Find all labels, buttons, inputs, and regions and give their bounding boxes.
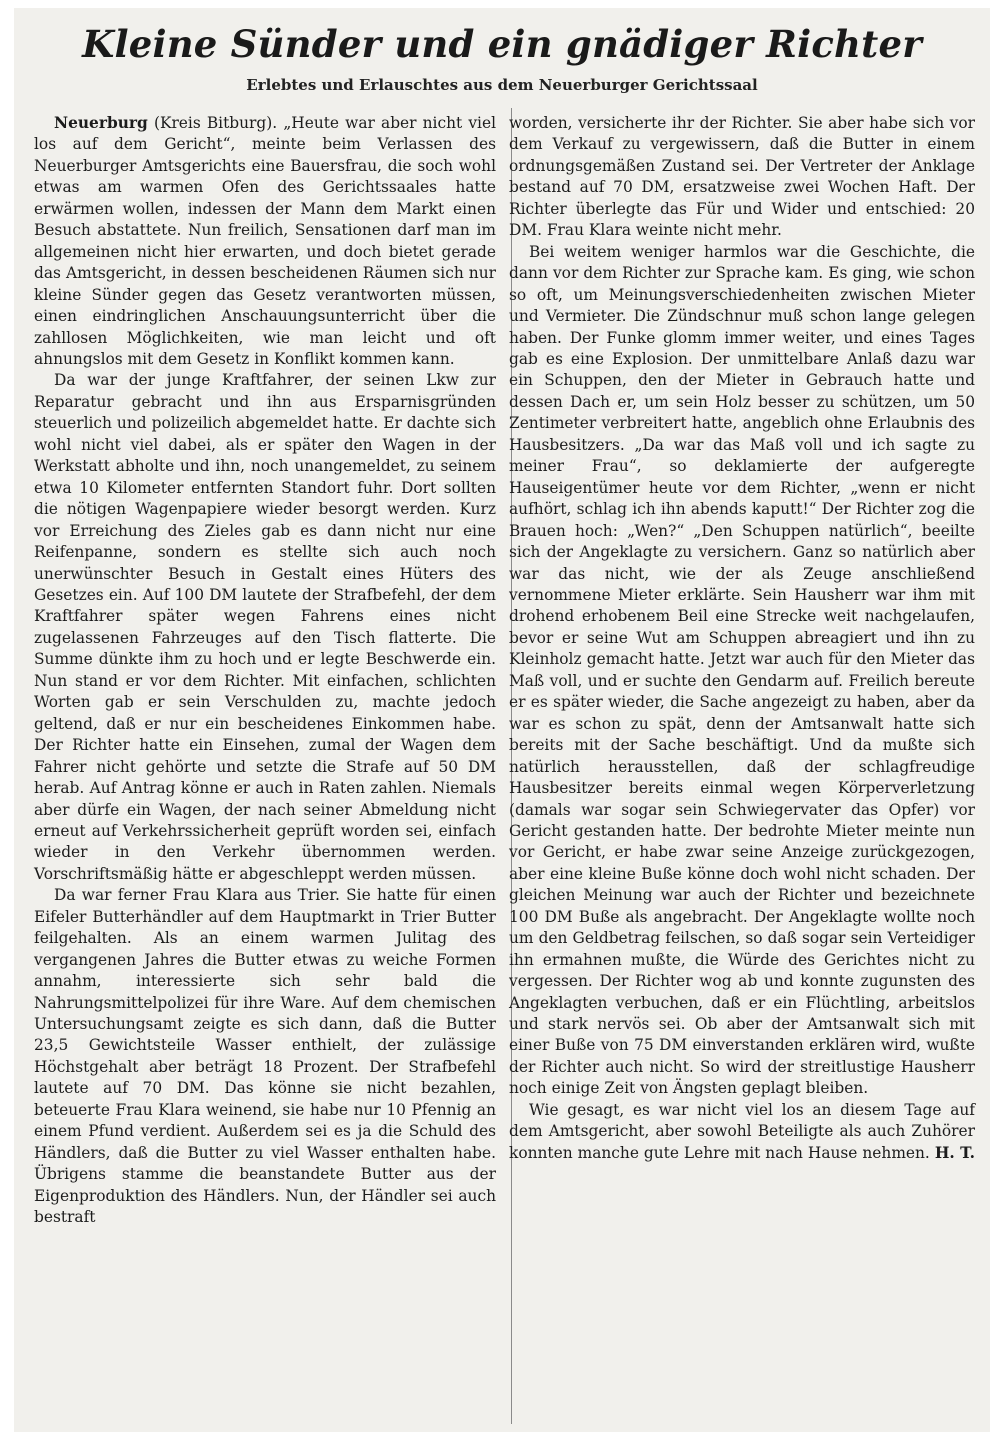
right-column — [509, 113, 975, 1164]
newspaper-clipping — [14, 8, 990, 1432]
paragraph: Da war der junge Kraftfahrer, der seinen Lkw zur Reparatur gebracht und ihn aus Ersparnisgründen steuerlich und polizeilich abgemeldet hatte. Er dachte sich wohl nicht viel dabei, als er später den Wagen in der Werkstatt abholte und ihn, noch unangemeldet, zu seinem etwa 10 Kilometer entfernten Standort fuhr. Dort sollten die nötigen Wagenpapiere wieder besorgt werden. Kurz vor Erreichung des Zieles gab es dann nicht nur eine Reifenpanne, sondern es stellte sich auch noch unerwünschter Besuch in Gestalt eines Hüters des Gesetzes ein. Auf 100 DM lautete der Strafbefehl, der dem Kraftfahrer später wegen Fahrens eines nicht zugelassenen Fahrzeuges auf den Tisch flatterte. Die Summe dünkte ihm zu hoch und er legte Beschwerde ein. Nun stand er vor dem Richter. Mit einfachen, schlichten Worten gab er sein Verschulden zu, machte jedoch geltend, daß er nur ein bescheidenes Einkommen habe. Der Richter hatte ein Einsehen, zumal der Wagen dem Fahrer nicht gehörte und setzte die Strafe auf 50 DM herab. Auf Antrag könne er auch in Raten zahlen. Niemals aber dürfe ein Wagen, der nach seiner Abmeldung nicht erneut auf Verkehrssicherheit geprüft worden sei, einfach wieder in den Verkehr übernommen werden. Vorschriftsmäßig hätte er abgeschleppt werden müssen. — [34, 371, 496, 883]
author-signature: H. T. — [934, 1143, 975, 1162]
dateline-place: Neuerburg — [54, 114, 148, 132]
paragraph-text: „Heute war aber nicht viel los auf dem Gericht“, meinte beim Verlassen des Neuerburger Amtsgerichts eine Bauersfrau, die soch wohl etwas am warmen Ofen des Gerichtssaales hatte erwärmen wollen, indessen der Mann dem Markt einen Besuch abstattete. Nun freilich, Sensationen darf man im allgemeinen nicht hier erwarten, und doch bietet gerade das Amtsgericht, in dessen bescheidenen Räumen sich nur kleine Sünder gegen das Gesetz verantworten müssen, einen eindringlichen Anschauungsunterricht über die zahllosen Möglichkeiten, wie man leicht und oft ahnungslos mit dem Gesetz in Konflikt kommen kann. — [34, 114, 496, 368]
headline: Kleine Sünder und ein gnädiger Richter — [82, 22, 922, 66]
subheadline: Erlebtes und Erlauschtes aus dem Neuerburger Gerichtssaal — [246, 76, 758, 94]
paragraph: worden, versicherte ihr der Richter. Sie aber habe sich vor dem Verkauf zu vergewissern, daß die Butter in einem ordnungsgemäßen Zustand sei. Der Vertreter der Anklage bestand auf 70 DM, ersatzweise zwei Wochen Haft. Der Richter überlegte das Für und Wider und entschied: 20 DM. Frau Klara weinte nicht mehr. — [509, 114, 975, 240]
paragraph: Bei weitem weniger harmlos war die Geschichte, die dann vor dem Richter zur Sprache kam. Es ging, wie schon so oft, um Meinungsverschiedenheiten zwischen Mieter und Vermieter. Die Zündschnur muß schon lange gelegen haben. Der Funke glomm immer weiter, und eines Tages gab es eine Explosion. Der unmittelbare Anlaß dazu war ein Schuppen, den der Mieter in Gebrauch hatte und dessen Dach er, um sein Holz besser zu schützen, um 50 Zentimeter verbreitert hatte, angeblich ohne Erlaubnis des Hausbesitzers. „Da war das Maß voll und ich sagte zu meiner Frau“, so deklamierte der aufgeregte Hauseigentümer heute vor dem Richter, „wenn er nicht aufhört, schlag ich ihn abends kaputt!“ Der Richter zog die Brauen hoch: „Wen?“ „Den Schuppen natürlich“, beeilte sich der Angeklagte zu versichern. Ganz so natürlich aber war das nicht, wie der als Zeuge anschließend vernommene Mieter erklärte. Sein Hausherr war ihm mit drohend erhobenem Beil eine Strecke weit nachgelaufen, bevor er seine Wut am Schuppen abreagiert und ihn zu Kleinholz gemacht hatte. Jetzt war auch für den Mieter das Maß voll, und er suchte den Gendarm auf. Freilich bereute er es später wieder, die Sache angezeigt zu haben, aber da war es schon zu spät, denn der Amtsanwalt hatte sich bereits mit der Sache beschäftigt. Und da mußte sich natürlich herausstellen, daß der schlagfreudige Hausbesitzer bereits einmal wegen Körperverletzung (damals war sogar sein Schwiegervater das Opfer) vor Gericht gestanden hatte. Der bedrohte Mieter meinte nun vor Gericht, er habe zwar seine Anzeige zurückgezogen, aber eine kleine Buße könne doch wohl nicht schaden. Der gleichen Meinung war auch der Richter und bezeichnete 100 DM Buße als angebracht. Der Angeklagte wollte noch um den Geldbetrag feilschen, so daß sogar sein Verteidiger ihn ermahnen mußte, die Würde des Gerichtes nicht zu vergessen. Der Richter wog ab und konnte zugunsten des Angeklagten verbuchen, daß er ein Flüchtling, arbeitslos und stark nervös sei. Ob aber der Amtsanwalt sich mit einer Buße von 75 DM einverstanden erklären wird, wußte der Richter auch nicht. So wird der streitlustige Hausherr noch einige Zeit von Ängsten geplagt bleiben. — [509, 242, 975, 1098]
dateline-region: (Kreis Bitburg). — [153, 114, 278, 132]
paragraph: Da war ferner Frau Klara aus Trier. Sie hatte für einen Eifeler Butterhändler auf dem Hauptmarkt in Trier Butter feilgehalten. Als an einem warmen Julitag des vergangenen Jahres die Butter etwas zu weiche Formen annahm, interessierte sich sehr bald die Nahrungsmittelpolizei für ihre Ware. Auf dem chemischen Untersuchungsamt zeigte es sich dann, daß die Butter 23,5 Gewichtsteile Wasser enthielt, der zulässige Höchstgehalt aber beträgt 18 Prozent. Der Strafbefehl lautete auf 70 DM. Das könne sie nicht bezahlen, beteuerte Frau Klara weinend, sie habe nur 10 Pfennig an einem Pfund verdient. Außerdem sei es ja die Schuld des Händlers, daß die Butter zu viel Wasser enthalten habe. Übrigens stamme die beanstandete Butter aus der Eigenproduktion des Händlers. Nun, der Händler sei auch bestraft — [34, 886, 496, 1227]
paragraph-text: Wie gesagt, es war nicht viel los an diesem Tage auf dem Amtsgericht, aber sowohl Beteiligte als auch Zuhörer konnten manche gute Lehre mit nach Hause nehmen. — [509, 1100, 975, 1162]
paragraph — [34, 113, 496, 370]
left-column — [34, 113, 496, 1229]
closing-paragraph — [509, 1100, 975, 1164]
